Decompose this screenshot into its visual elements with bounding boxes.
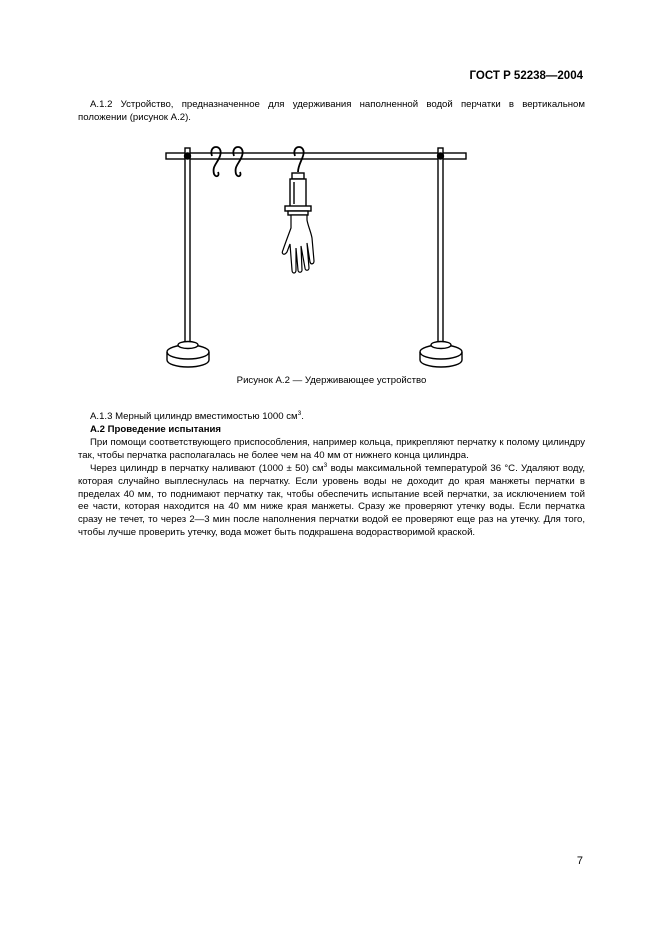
- paragraph-2: Через цилиндр в перчатку наливают (1000 ± 50) $см^3$ воды максимальной температурой 36 °С. Удаляют воду, которая случайно выплеснулась на перчатку. Если уровень воды не доходит до края манжеты перчатки в пределах 40 мм, то поднимают перчатку так, чтобы обеспечить испытание всей перчатки, за исключением той ее части, которая находится на 40 мм ниже края манжеты. Сразу же проверяют утечку воды. Если перчатка сразу не течет, то через 2—3 мин после наполнения перчатки водой ее проверяют еще раз на утечку. Для того, чтобы лучше проверить утечку, вода может быть подкрашена водорастворимой краской.: [78, 461, 585, 538]
- spare-hook-2: [233, 147, 242, 176]
- holding-device-figure: [158, 140, 478, 372]
- page-number: 7: [576, 855, 583, 867]
- right-base: [420, 342, 462, 368]
- clause-a13: А.1.3 Мерный цилиндр вместимостью 1000 $см^3$.: [90, 409, 304, 422]
- glove: [282, 215, 314, 273]
- figure-caption: Рисунок А.2 — Удерживающее устройство: [236, 375, 427, 386]
- cylinder: [285, 173, 311, 215]
- section-title: А.2 Проведение испытания: [90, 424, 221, 435]
- left-pole: [185, 148, 190, 344]
- document-header: ГОСТ Р 52238—2004: [469, 70, 583, 82]
- right-pole: [438, 148, 443, 344]
- spare-hook-1: [211, 147, 220, 176]
- clause-a12: А.1.2 Устройство, предназначенное для удерживания наполненной водой перчатки в вертикальном положении (рисунок А.2).: [78, 99, 585, 123]
- left-base: [167, 342, 209, 368]
- paragraph-1: При помощи соответствующего приспособления, например кольца, прикрепляют перчатку к полому цилиндру так, чтобы перчатка располагалась не более чем на 40 мм от нижнего конца цилиндра.: [78, 437, 585, 461]
